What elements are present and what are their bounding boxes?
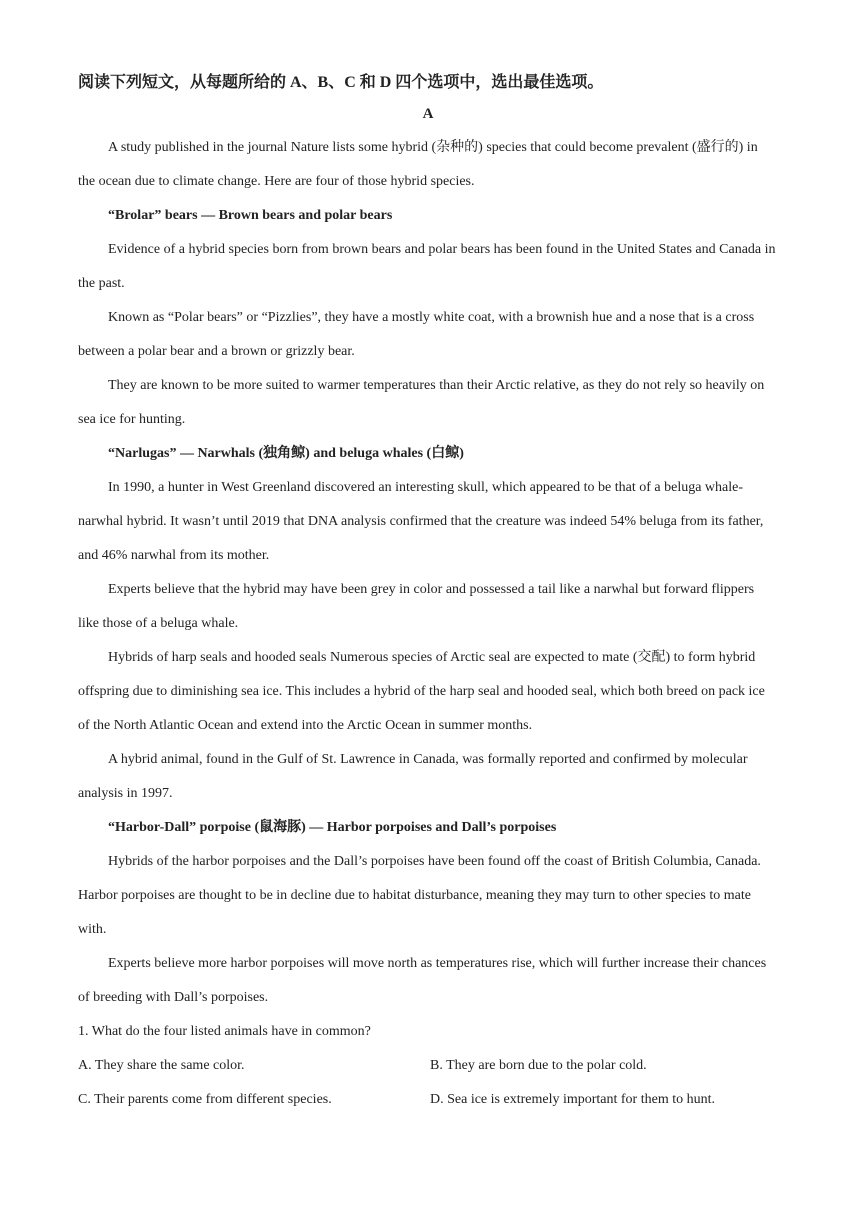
passage-title: A <box>422 106 434 122</box>
paragraph: Hybrids of harp seals and hooded seals Numerous species of Arctic seal are expected to mate (交配) to form hybrid offspring due to diminishing sea ice. This includes a hybrid of the harp seal and hooded seal, which both breed on pack ice of the North Atlantic Ocean and extend into the Arctic Ocean in summer months. <box>78 650 765 733</box>
paragraph: Experts believe that the hybrid may have been grey in color and possessed a tail like a narwhal but forward flippers like those of a beluga whale. <box>78 582 755 631</box>
paragraph-intro: A study published in the journal Nature lists some hybrid (杂种的) species that could become prevalent (盛行的) in the ocean due to climate change. Here are four of those hybrid species. <box>78 140 758 189</box>
paragraph: Evidence of a hybrid species born from brown bears and polar bears has been found in the United States and Canada in the past. <box>78 242 776 291</box>
answer-options <box>78 1049 778 1117</box>
subheading-narlugas: “Narlugas” — Narwhals (独角鲸) and beluga whales (白鲸) <box>108 446 464 461</box>
paragraph: A hybrid animal, found in the Gulf of St. Lawrence in Canada, was formally reported and confirmed by molecular analysis in 1997. <box>78 752 748 801</box>
option-d[interactable]: D. Sea ice is extremely important for them to hunt. <box>430 1092 715 1107</box>
option-c[interactable]: C. Their parents come from different species. <box>78 1092 332 1107</box>
subheading-brolar: “Brolar” bears — Brown bears and polar bears <box>108 208 393 223</box>
passage-body <box>78 131 778 1015</box>
paragraph: Known as “Polar bears” or “Pizzlies”, they have a mostly white coat, with a brownish hue and a nose that is a cross between a polar bear and a brown or grizzly bear. <box>78 310 755 359</box>
subheading-harbor-dall: “Harbor-Dall” porpoise (鼠海豚) — Harbor porpoises and Dall’s porpoises <box>108 820 557 835</box>
question-1: 1. What do the four listed animals have in common? <box>78 1024 371 1039</box>
paragraph: Experts believe more harbor porpoises will move north as temperatures rise, which will further increase their chances of breeding with Dall’s porpoises. <box>78 956 767 1005</box>
paragraph: Hybrids of the harbor porpoises and the Dall’s porpoises have been found off the coast of British Columbia, Canada. Harbor porpoises are thought to be in decline due to habitat disturbance, meaning they may turn to other species to mate with. <box>78 854 761 937</box>
option-b[interactable]: B. They are born due to the polar cold. <box>430 1058 647 1073</box>
instructions: 阅读下列短文，从每题所给的 A、B、C 和 D 四个选项中，选出最佳选项。 <box>78 74 604 91</box>
paragraph: They are known to be more suited to warmer temperatures than their Arctic relative, as they do not rely so heavily on sea ice for hunting. <box>78 378 765 427</box>
option-a[interactable]: A. They share the same color. <box>78 1058 245 1073</box>
document-page <box>78 70 778 1117</box>
paragraph: In 1990, a hunter in West Greenland discovered an interesting skull, which appeared to be that of a beluga whale-narwhal hybrid. It wasn’t until 2019 that DNA analysis confirmed that the creature was indeed 54% beluga from its father, and 46% narwhal from its mother. <box>78 480 764 563</box>
